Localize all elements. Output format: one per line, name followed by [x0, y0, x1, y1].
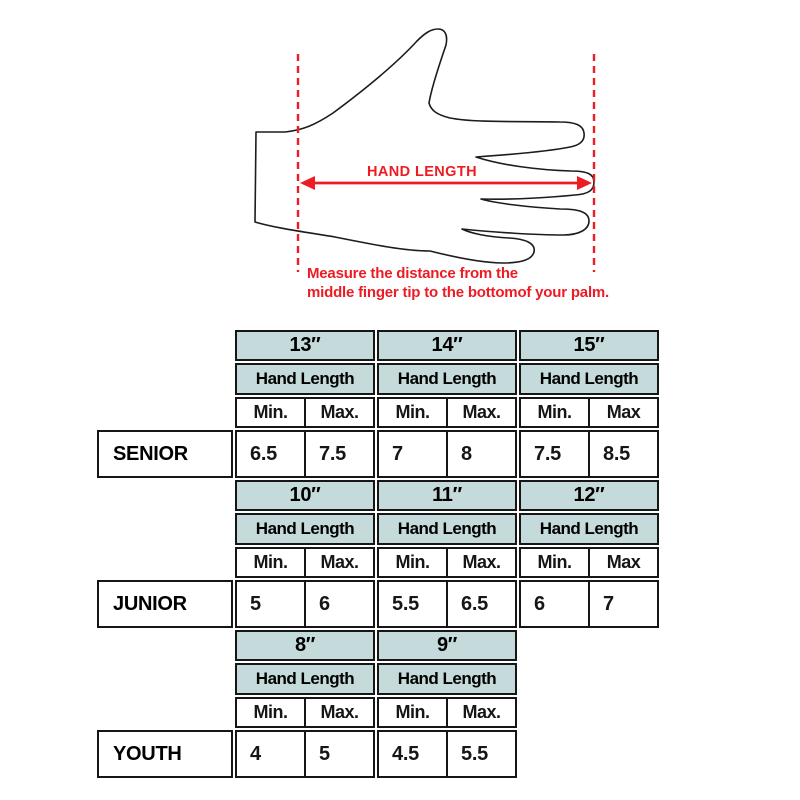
min-header-cell: Min.: [253, 702, 288, 722]
min-max-header: [377, 547, 517, 578]
max-header-cell: Max: [588, 549, 657, 576]
size-header: [235, 480, 375, 511]
min-value-cell: 6.5: [250, 442, 277, 465]
max-header-cell: Max.: [446, 699, 515, 726]
min-header-cell: Min.: [253, 552, 288, 572]
min-value-cell: 4: [250, 742, 261, 765]
subheader-label: Hand Length: [397, 519, 497, 538]
max-value-cell: 5.5: [446, 732, 515, 776]
min-value-cell: 5: [250, 592, 261, 615]
max-value-cell: 8: [446, 432, 515, 476]
table-row: [377, 730, 517, 778]
min-value-cell: 6: [534, 592, 545, 615]
size-header: [377, 480, 517, 511]
max-value-cell: 6.5: [446, 582, 515, 626]
max-header-cell: Max.: [446, 399, 515, 426]
min-header-cell: Min.: [395, 552, 430, 572]
measurement-instructions: [307, 264, 609, 302]
table-row: [235, 580, 375, 628]
max-header-cell: Max.: [446, 549, 515, 576]
max-header-cell: Max.: [304, 549, 373, 576]
hand-measurement-diagram: [245, 25, 665, 285]
min-value-cell: 7.5: [534, 442, 561, 465]
size-value: 11″: [432, 484, 462, 506]
table-row: [519, 430, 659, 478]
size-value: 13″: [289, 334, 321, 356]
size-header: [235, 330, 375, 361]
hand-length-subheader: [377, 663, 517, 695]
size-table-section-senior: [97, 330, 659, 478]
size-table-section-junior: [97, 480, 659, 628]
min-value-cell: 4.5: [392, 742, 419, 765]
max-header-cell: Max.: [304, 399, 373, 426]
min-header-cell: Min.: [395, 702, 430, 722]
hand-length-subheader: [377, 363, 517, 395]
row-label-youth: YOUTH: [97, 730, 233, 778]
size-table: [97, 330, 659, 780]
instruction-line-1: Measure the distance from the: [307, 265, 518, 282]
subheader-label: Hand Length: [255, 369, 355, 388]
size-value: 10″: [289, 484, 321, 506]
max-value-cell: 7.5: [304, 432, 373, 476]
size-header: [235, 630, 375, 661]
hand-length-subheader: [377, 513, 517, 545]
size-value: 14″: [431, 334, 463, 356]
hand-length-subheader: [519, 363, 659, 395]
max-header-cell: Max: [588, 399, 657, 426]
min-max-header: [519, 547, 659, 578]
size-value: 9″: [436, 634, 458, 656]
hand-outline-illustration: [255, 29, 594, 263]
hand-length-subheader: [235, 363, 375, 395]
max-value-cell: 7: [588, 582, 657, 626]
size-table-section-youth: [97, 630, 659, 778]
table-row: [235, 430, 375, 478]
hand-length-subheader: [235, 663, 375, 695]
size-value: 15″: [573, 334, 605, 356]
subheader-label: Hand Length: [539, 519, 639, 538]
max-value-cell: 6: [304, 582, 373, 626]
min-header-cell: Min.: [537, 402, 572, 422]
table-row: [377, 430, 517, 478]
max-header-cell: Max.: [304, 699, 373, 726]
size-value: 12″: [573, 484, 605, 506]
table-row: [519, 580, 659, 628]
min-max-header: [377, 397, 517, 428]
min-value-cell: 7: [392, 442, 403, 465]
min-value-cell: 5.5: [392, 592, 419, 615]
subheader-label: Hand Length: [397, 369, 497, 388]
min-max-header: [377, 697, 517, 728]
max-value-cell: 5: [304, 732, 373, 776]
size-value: 8″: [294, 634, 316, 656]
subheader-label: Hand Length: [397, 669, 497, 688]
min-max-header: [235, 697, 375, 728]
min-header-cell: Min.: [537, 552, 572, 572]
hand-length-subheader: [519, 513, 659, 545]
min-max-header: [519, 397, 659, 428]
size-header: [519, 480, 659, 511]
table-row: [377, 580, 517, 628]
subheader-label: Hand Length: [255, 669, 355, 688]
row-label-senior: SENIOR: [97, 430, 233, 478]
size-header: [519, 330, 659, 361]
min-header-cell: Min.: [395, 402, 430, 422]
max-value-cell: 8.5: [588, 432, 657, 476]
size-header: [377, 330, 517, 361]
min-max-header: [235, 547, 375, 578]
table-row: [235, 730, 375, 778]
hand-length-label: HAND LENGTH: [367, 164, 477, 180]
subheader-label: Hand Length: [255, 519, 355, 538]
min-header-cell: Min.: [253, 402, 288, 422]
min-max-header: [235, 397, 375, 428]
hand-length-subheader: [235, 513, 375, 545]
subheader-label: Hand Length: [539, 369, 639, 388]
instruction-line-2: middle finger tip to the bottomof your palm.: [307, 284, 610, 301]
size-header: [377, 630, 517, 661]
row-label-junior: JUNIOR: [97, 580, 233, 628]
